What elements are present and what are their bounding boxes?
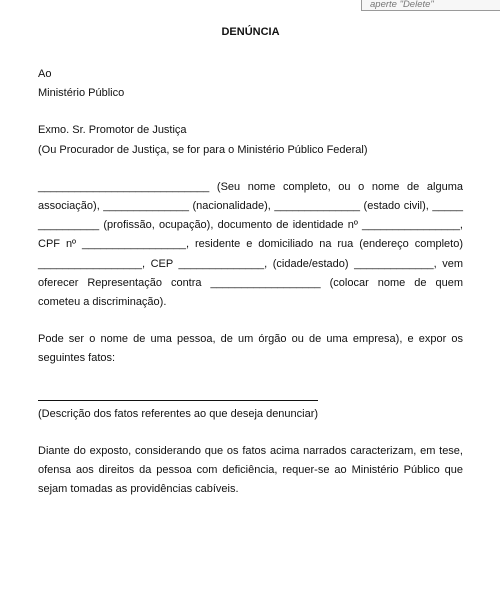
delete-hint-box: aperte "Delete" (361, 0, 500, 11)
recipient-line-1: Ao (38, 68, 52, 80)
document-title: DENÚNCIA (221, 26, 280, 38)
facts-caption: (Descrição dos fatos referentes ao que deseja denunciar) (38, 407, 319, 420)
recipient-block (38, 65, 463, 103)
identification-paragraph: ____________________________ (Seu nome completo, ou o nome de alguma associação), ______________ (nacionalidade), ______________ (estado civil), _____ __________ (profissão, ocupação), documento de identidade nº ________________, CPF nº _________________, residente e domiciliado na rua (endereço completo) _________________, CEP ______________, (cidade/estado) _____________, vem oferecer Representação contra __________________ (colocar nome de quem cometeu a discriminação). (38, 180, 463, 309)
salutation-line-2: (Ou Procurador de Justiça, se for para o Ministério Público Federal) (38, 143, 368, 156)
facts-blank-line (38, 387, 318, 401)
note-paragraph: Pode ser o nome de uma pessoa, de um órgão ou de uma empresa), e expor os seguintes fatos: (38, 333, 463, 365)
document-page (38, 26, 463, 499)
recipient-line-2: Ministério Público (38, 87, 125, 100)
salutation-line-1: Exmo. Sr. Promotor de Justiça (38, 124, 187, 137)
conclusion-paragraph: Diante do exposto, considerando que os fatos acima narrados caracterizam, em tese, ofensa aos direitos da pessoa com deficiência, requer-se ao Ministério Público que sejam tomadas as providências cabíveis. (38, 444, 463, 496)
salutation-block (38, 121, 463, 159)
